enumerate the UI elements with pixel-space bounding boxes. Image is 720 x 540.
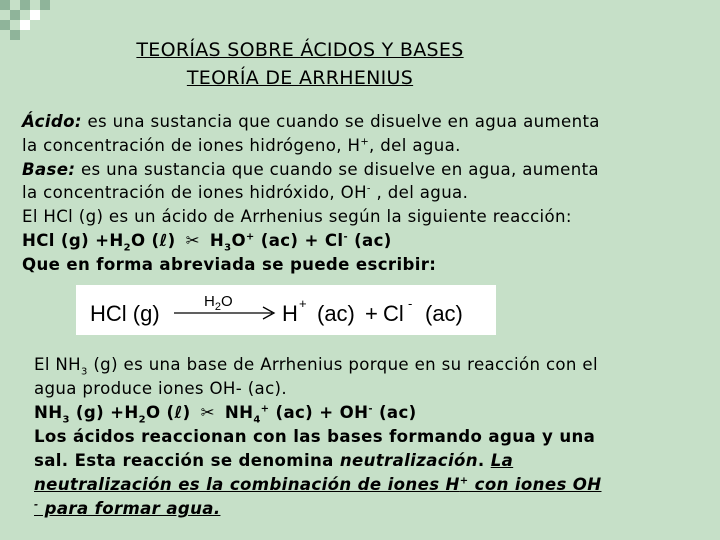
eq-product-h: H bbox=[282, 301, 298, 326]
eq-product-cl-sup: - bbox=[408, 296, 413, 311]
nh3-reaction-sup1: + bbox=[260, 403, 270, 415]
oh-minus-charge: - bbox=[366, 183, 371, 195]
hcl-reaction-right4: (ac) bbox=[347, 230, 392, 250]
neutral-line3b: con iones OH bbox=[468, 475, 602, 494]
slide-title bbox=[60, 36, 540, 92]
definitions-block bbox=[22, 110, 712, 277]
reaction-arrow-icon: ✂ bbox=[200, 403, 215, 422]
neutral-line4sup: - bbox=[34, 499, 39, 511]
nh3-intro-cont: agua produce iones OH- (ac). bbox=[34, 379, 287, 398]
nh3-reaction-t5: (ac) + OH bbox=[269, 403, 369, 422]
neutral-line2a: sal. Esta reacción se denomina bbox=[34, 451, 340, 470]
nh3-reaction-sub3: 4 bbox=[253, 414, 261, 426]
eq-plus: + bbox=[365, 301, 378, 326]
hcl-reaction-sub3: 3 bbox=[224, 242, 232, 254]
reaction-arrow-icon: ✂ bbox=[185, 230, 200, 250]
eq-over-h: $H_2O$ bbox=[204, 293, 233, 313]
corner-decoration bbox=[0, 0, 60, 40]
nh3-reaction-t2: (g) +H bbox=[69, 403, 139, 422]
acid-text-2: la concentración de iones hidrógeno, H bbox=[22, 135, 361, 155]
hcl-reaction-right2: O bbox=[231, 230, 246, 250]
nh3-block bbox=[34, 353, 704, 521]
base-text-3: , del agua. bbox=[370, 183, 469, 203]
eq-product-cl: Cl bbox=[383, 301, 404, 326]
nh3-intro-t1: El NH bbox=[34, 355, 82, 374]
nh3-reaction-sub1: 3 bbox=[62, 414, 70, 426]
h-plus-charge: + bbox=[360, 136, 370, 148]
eq-product-h-state: (ac) bbox=[317, 301, 355, 326]
neutralization-line-4 bbox=[34, 497, 704, 521]
neutral-line2c: . bbox=[477, 451, 491, 470]
eq-reactant: HCl (g) bbox=[90, 301, 160, 326]
acid-definition bbox=[22, 110, 712, 134]
nh3-intro-sub: 3 bbox=[81, 366, 88, 378]
nh3-reaction bbox=[34, 401, 704, 425]
neutral-line2d: La bbox=[490, 451, 514, 470]
base-text-1: es una sustancia que cuando se disuelve en agua, aumenta bbox=[75, 159, 599, 179]
title-line-2: TEORÍA DE ARRHENIUS bbox=[186, 67, 414, 89]
base-definition-cont bbox=[22, 181, 712, 205]
equation-image bbox=[76, 285, 496, 335]
title-line-1: TEORÍAS SOBRE ÁCIDOS Y BASES bbox=[136, 39, 464, 61]
nh3-reaction-t1: NH bbox=[34, 403, 63, 422]
base-label: Base: bbox=[22, 159, 76, 179]
acid-text-3: , del agua. bbox=[369, 135, 461, 155]
nh3-intro bbox=[34, 353, 704, 377]
hcl-reaction-right3: (ac) + Cl bbox=[254, 230, 344, 250]
neutralization-line-2 bbox=[34, 449, 704, 473]
base-text-2: la concentración de iones hidróxido, OH bbox=[22, 183, 367, 203]
neutral-line3sup: + bbox=[459, 475, 469, 487]
neutralization-line-3 bbox=[34, 473, 704, 497]
nh3-reaction-sub2: 2 bbox=[138, 414, 146, 426]
neutral-line2b: neutralización bbox=[339, 451, 478, 470]
hcl-reaction-sub: 2 bbox=[123, 242, 131, 254]
neutral-line4: para formar agua. bbox=[38, 499, 221, 518]
hcl-reaction-sup-plus: + bbox=[245, 231, 255, 243]
eq-product-h-sup: + bbox=[299, 296, 307, 311]
abbrev-intro: Que en forma abreviada se puede escribir: bbox=[22, 254, 437, 274]
hcl-reaction bbox=[22, 229, 712, 253]
hcl-reaction-right1: H bbox=[203, 230, 225, 250]
eq-product-cl-state: (ac) bbox=[425, 301, 463, 326]
nh3-reaction-sup2: - bbox=[368, 403, 373, 415]
hcl-reaction-left2: O (ℓ) bbox=[130, 230, 176, 250]
acid-text-1: es una sustancia que cuando se disuelve en agua aumenta bbox=[81, 112, 600, 131]
acid-label: Ácido: bbox=[22, 112, 82, 131]
hcl-reaction-sup-minus: - bbox=[343, 231, 348, 243]
base-definition bbox=[22, 158, 712, 182]
neutralization-line-1: Los ácidos reaccionan con las bases formando agua y una bbox=[34, 427, 596, 446]
nh3-reaction-t6: (ac) bbox=[372, 403, 417, 422]
hcl-reaction-left: HCl (g) +H bbox=[22, 230, 124, 250]
nh3-reaction-t4: NH bbox=[218, 403, 254, 422]
nh3-intro-t2: (g) es una base de Arrhenius porque en su reacción con el bbox=[87, 355, 598, 374]
neutral-line3a: neutralización es la combinación de iones H bbox=[34, 475, 460, 494]
nh3-reaction-t3: O (ℓ) bbox=[145, 403, 191, 422]
hcl-intro: El HCl (g) es un ácido de Arrhenius según la siguiente reacción: bbox=[22, 207, 572, 227]
acid-definition-cont bbox=[22, 134, 712, 158]
